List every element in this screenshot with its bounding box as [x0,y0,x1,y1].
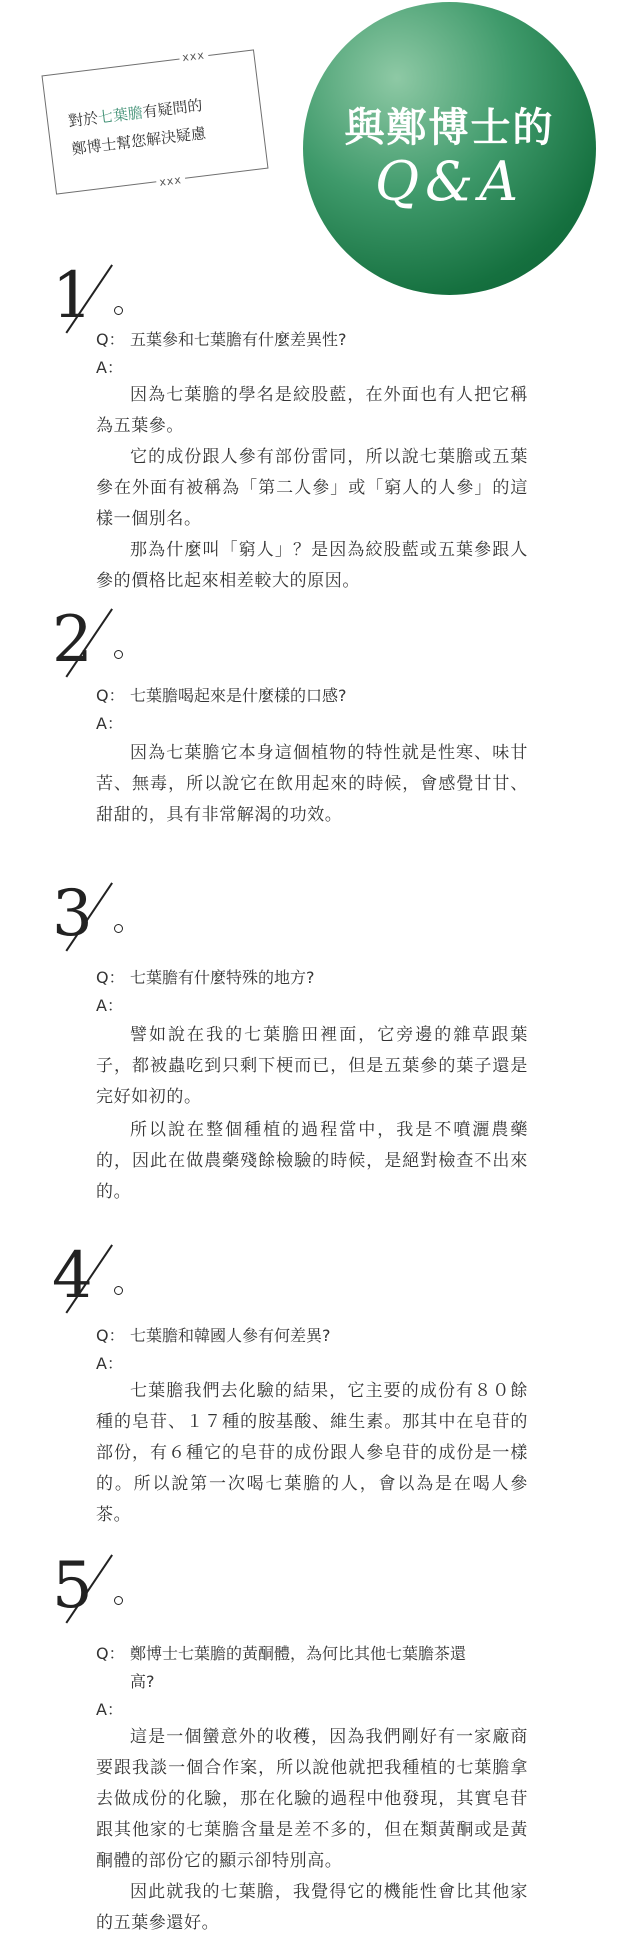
qa-block-1 [0,259,625,591]
qa-block-3 [0,877,625,1220]
note-highlight: 七葉膽 [96,103,144,127]
question-label: Q： [96,1326,125,1345]
question-text: 五葉參和七葉膽有什麼差異性? [130,330,347,349]
note-marks-bottom: xxx [156,173,186,189]
answer-paragraph: 譬如說在我的七葉膽田裡面，它旁邊的雜草跟葉子，都被蟲吃到只剩下梗而已，但是五葉參的葉子還是完好如初的。 [96,1025,528,1107]
answer-paragraph: 它的成份跟人參有部份雷同，所以說七葉膽或五葉參在外面有被稱為「第二人參」或「窮人的人參」的這樣一個別名。 [96,447,528,529]
note-text [67,86,252,164]
question-text: 七葉膽有什麼特殊的地方? [130,968,315,987]
note-line1-suffix: 有疑問的 [141,96,204,122]
number-digit: 2 [52,603,93,677]
header [0,0,625,300]
number-digit: 1 [52,259,93,333]
note-line-2: 鄭博士幫您解決疑慮 [70,123,207,159]
question-text: 七葉膽和韓國人參有何差異? [130,1326,331,1345]
number-digit: 4 [52,1239,93,1313]
qa-block-4 [0,1239,625,1525]
answer-label: A： [96,714,123,733]
question-label: Q： [96,1644,125,1663]
answer-paragraph: 七葉膽我們去化驗的結果，它主要的成份有８０餘種的皂苷、１７種的胺基酸、維生素。那其中在皂苷的部份，有６種它的皂苷的成份跟人參皂苷的成份是一樣的。所以說第一次喝七葉膽的人，會以為是在喝人參茶。 [96,1381,528,1525]
answer-paragraph: 這是一個蠻意外的收穫，因為我們剛好有一家廠商要跟我談一個合作案，所以說他就把我種植的七葉膽拿去做成份的化驗，那在化驗的過程中他發現，其實皂苷跟其他家的七葉膽含量是差不多的，但在類黃酮或是黃酮體的部份它的顯示卻特別高。 [96,1727,528,1871]
number-digit: 3 [52,877,93,951]
note-marks-top: xxx [179,48,209,64]
answer-paragraph: 因此就我的七葉膽，我覺得它的機能性會比其他家的五葉參還好。 [96,1882,528,1933]
title-circle [303,2,596,295]
dot-mark [114,1596,123,1605]
number-digit: 5 [52,1549,93,1623]
number-mark-3 [44,877,114,960]
dot-mark [114,924,123,933]
answer-paragraph: 因為七葉膽的學名是絞股藍，在外面也有人把它稱為五葉參。 [96,385,528,436]
answer-label: A： [96,996,123,1015]
question-label: Q： [96,330,125,349]
question-label: Q： [96,968,125,987]
question-text: 鄭博士七葉膽的黃酮體，為何比其他七葉膽茶還高? [130,1644,467,1691]
number-mark-5 [44,1549,114,1632]
dot-mark [114,650,123,659]
answer-paragraph: 因為七葉膽它本身這個植物的特性就是性寒、味甘苦、無毒，所以說它在飲用起來的時候，會感覺甘甘、甜甜的，具有非常解渴的功效。 [96,743,528,825]
circle-title: 與鄭博士的 [344,105,555,151]
answer-label: A： [96,358,123,377]
answer-paragraph: 所以說在整個種植的過程當中，我是不噴灑農藥的，因此在做農藥殘餘檢驗的時候，是絕對檢查不出來的。 [96,1120,528,1202]
dot-mark [114,306,123,315]
number-mark-2 [44,603,114,686]
note-line1-prefix: 對於 [67,108,100,131]
dot-mark [114,1286,123,1295]
circle-subtitle: Q&A [374,150,525,213]
answer-paragraph: 那為什麼叫「窮人」？是因為絞股藍或五葉參跟人參的價格比起來相差較大的原因。 [96,540,528,591]
number-mark-4 [44,1239,114,1322]
qa-block-5 [0,1549,625,1939]
answer-label: A： [96,1354,123,1373]
qa-block-2 [0,603,625,836]
question-text: 七葉膽喝起來是什麼樣的口感? [130,686,347,705]
question-label: Q： [96,686,125,705]
note-card [41,49,268,194]
answer-label: A： [96,1700,123,1719]
